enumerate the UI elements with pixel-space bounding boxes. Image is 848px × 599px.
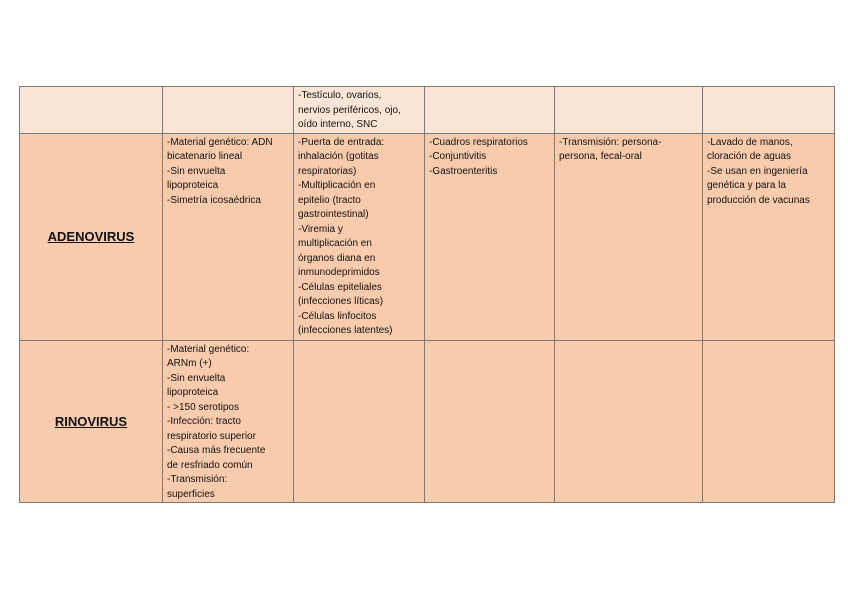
cell-text-line: órganos diana en [298,252,376,264]
cell-text-line: epitelio (tracto [298,194,361,206]
table-cell [555,87,703,134]
cell-text-line: -Material genético: ADN [167,136,273,148]
cell-text-line: respiratorias) [298,165,357,177]
table-cell [163,133,294,340]
cell-text-line: nervios periféricos, ojo, [298,104,401,116]
table-cell [294,133,425,340]
table-cell [425,340,555,503]
table-cell [425,87,555,134]
table-cell [703,133,835,340]
cell-text-line: -Cuadros respiratorios [429,136,528,148]
cell-text-line: -Puerta de entrada: [298,136,385,148]
table-row [20,133,835,340]
cell-text-line: bicatenario lineal [167,151,243,162]
table-cell [294,340,425,503]
table-cell [703,340,835,503]
cell-text-line: lipoproteica [167,180,219,191]
cell-text-line: de resfriado común [167,459,253,471]
cell-text-line: -Testículo, ovarios, [298,90,382,101]
cell-text-line: -Infección: tracto [167,416,241,427]
table-cell [163,340,294,503]
cell-text-line: -Células linfocitos [298,310,377,322]
cell-text-line: -Lavado de manos, [707,136,793,148]
cell-text-line: -Material genético: [167,343,250,355]
cell-text-line: persona, fecal-oral [559,151,642,162]
cell-text-line: gastrointestinal) [298,209,369,220]
table-cell [294,87,425,134]
table-row [20,87,835,134]
table-cell [425,133,555,340]
table-row [20,340,835,503]
cell-text-line: - >150 serotipos [167,401,239,413]
cell-text-line: -Células epiteliales [298,281,382,293]
cell-text-line: genética y para la [707,180,786,191]
cell-text-line: -Multiplicación en [298,180,376,191]
cell-text-line: -Sin envuelta [167,165,226,177]
cell-text-line: -Transmisión: persona- [559,136,662,148]
cell-text-line: cloración de aguas [707,151,791,162]
virus-table [19,86,835,503]
cell-text-line: lipoproteica [167,387,219,398]
cell-text-line: (infecciones líticas) [298,296,384,307]
table-cell [703,87,835,134]
virus-name: ADENOVIRUS [20,133,163,340]
cell-text-line: -Sin envuelta [167,372,226,384]
cell-text-line: producción de vacunas [707,194,810,206]
virus-name: RINOVIRUS [20,340,163,503]
cell-text-line: ARNm (+) [167,358,212,369]
cell-text-line: -Conjuntivitis [429,151,487,162]
table-cell [555,133,703,340]
cell-text-line: -Transmisión: [167,474,228,485]
cell-text-line: -Simetría icosaédrica [167,194,261,206]
cell-text-line: inhalación (gotitas [298,151,379,162]
cell-text-line: oído interno, SNC [298,119,378,130]
cell-text-line: inmunodeprimidos [298,267,380,278]
cell-text-line: respiratorio superior [167,430,256,442]
table-cell [555,340,703,503]
cell-text-line: multiplicación en [298,238,372,249]
cell-text-line: -Gastroenteritis [429,165,498,177]
cell-text-line: superficies [167,488,215,500]
cell-text-line: -Viremia y [298,223,343,235]
cell-text-line: -Se usan en ingeniería [707,165,808,177]
cell-text-line: -Causa más frecuente [167,445,266,456]
table-cell [20,87,163,134]
cell-text-line: (infecciones latentes) [298,325,393,336]
table-cell [163,87,294,134]
